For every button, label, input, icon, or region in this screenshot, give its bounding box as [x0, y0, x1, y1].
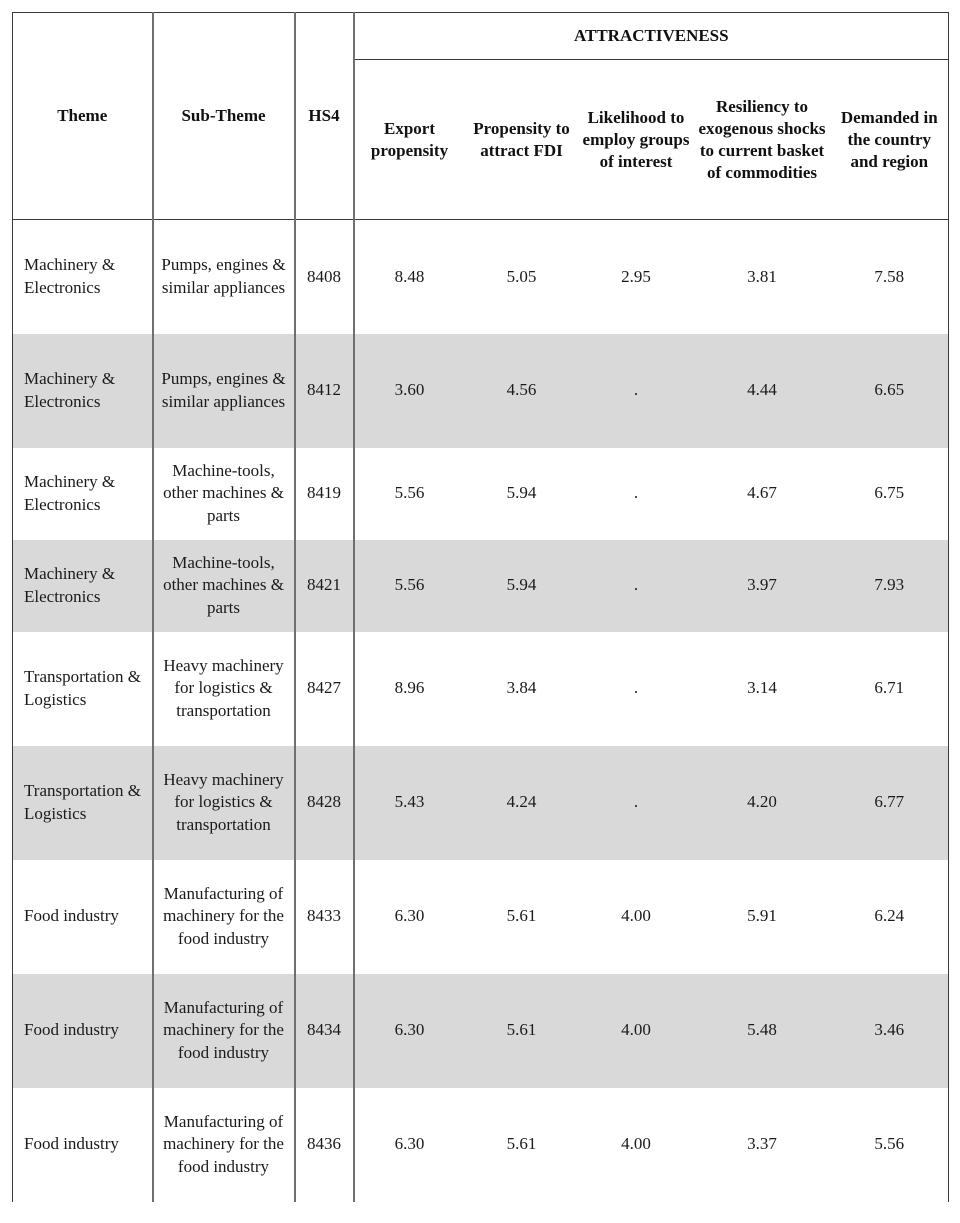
cell-theme: Machinery & Electronics	[13, 334, 153, 448]
cell-fdi: 4.56	[506, 380, 537, 400]
cell-export: 6.30	[354, 974, 465, 1088]
cell-demand: 6.75	[831, 448, 949, 540]
cell-fdi: 4.24	[506, 792, 537, 812]
header-resiliency: Resiliency to exogenous shocks to current basket of commodities	[694, 60, 831, 220]
cell-employ: 2.95	[621, 266, 651, 286]
cell-resiliency: 3.14	[747, 678, 777, 698]
cell-sub-theme: Manufacturing of machinery for the food industry	[153, 860, 295, 974]
cell-export: 8.96	[354, 632, 465, 746]
header-attractiveness-group: ATTRACTIVENESS	[354, 13, 949, 60]
cell-export: 6.30	[354, 860, 465, 974]
cell-sub-theme: Heavy machinery for logistics & transportation	[153, 746, 295, 860]
table-row	[13, 334, 949, 448]
table-row	[13, 540, 949, 632]
cell-hs4: 8408	[295, 220, 354, 334]
cell-fdi: 5.05	[506, 266, 537, 286]
cell-resiliency: 3.81	[747, 266, 777, 286]
table-row	[13, 746, 949, 860]
cell-employ: .	[633, 792, 639, 812]
table-row	[13, 220, 949, 334]
cell-employ: .	[633, 678, 639, 698]
table-body	[13, 220, 949, 1202]
header-sub-theme: Sub-Theme	[153, 13, 295, 220]
cell-theme: Transportation & Logistics	[13, 632, 153, 746]
cell-theme: Machinery & Electronics	[13, 540, 153, 632]
header-employ: Likelihood to employ groups of interest	[579, 60, 694, 220]
header-demand: Demanded in the country and region	[831, 60, 949, 220]
cell-hs4: 8412	[295, 334, 354, 448]
cell-resiliency: 3.37	[747, 1134, 777, 1154]
cell-export: 6.30	[354, 1088, 465, 1202]
cell-demand: 7.58	[831, 220, 949, 334]
cell-export: 5.56	[354, 448, 465, 540]
table-row	[13, 860, 949, 974]
cell-employ: .	[633, 575, 639, 595]
cell-fdi: 5.61	[506, 1020, 537, 1040]
cell-sub-theme: Pumps, engines & similar appliances	[153, 220, 295, 334]
cell-export: 5.43	[354, 746, 465, 860]
cell-sub-theme: Machine-tools, other machines & parts	[153, 540, 295, 632]
cell-sub-theme: Pumps, engines & similar appliances	[153, 334, 295, 448]
table-row	[13, 974, 949, 1088]
cell-hs4: 8428	[295, 746, 354, 860]
cell-fdi: 5.61	[506, 906, 537, 926]
cell-employ: .	[633, 483, 639, 503]
cell-theme: Machinery & Electronics	[13, 220, 153, 334]
cell-hs4: 8427	[295, 632, 354, 746]
cell-resiliency: 4.44	[747, 380, 777, 400]
cell-employ: 4.00	[621, 906, 651, 926]
cell-hs4: 8421	[295, 540, 354, 632]
cell-theme: Food industry	[13, 860, 153, 974]
cell-theme: Machinery & Electronics	[13, 448, 153, 540]
cell-hs4: 8436	[295, 1088, 354, 1202]
cell-sub-theme: Manufacturing of machinery for the food industry	[153, 974, 295, 1088]
cell-hs4: 8419	[295, 448, 354, 540]
cell-demand: 6.71	[831, 632, 949, 746]
table-row	[13, 1088, 949, 1202]
cell-export: 8.48	[354, 220, 465, 334]
header-fdi: Propensity to attract FDI	[465, 60, 579, 220]
cell-resiliency: 5.91	[747, 906, 777, 926]
cell-theme: Transportation & Logistics	[13, 746, 153, 860]
cell-resiliency: 4.67	[747, 483, 777, 503]
cell-resiliency: 5.48	[747, 1020, 777, 1040]
attractiveness-table	[12, 12, 949, 1202]
cell-export: 5.56	[354, 540, 465, 632]
cell-demand: 6.65	[831, 334, 949, 448]
table-row	[13, 632, 949, 746]
cell-export: 3.60	[354, 334, 465, 448]
cell-demand: 5.56	[831, 1088, 949, 1202]
header-theme: Theme	[13, 13, 153, 220]
cell-sub-theme: Manufacturing of machinery for the food industry	[153, 1088, 295, 1202]
header-row-top	[13, 13, 949, 60]
cell-demand: 6.77	[831, 746, 949, 860]
cell-fdi: 5.94	[506, 483, 537, 503]
cell-employ: .	[633, 380, 639, 400]
cell-sub-theme: Heavy machinery for logistics & transportation	[153, 632, 295, 746]
header-hs4: HS4	[295, 13, 354, 220]
cell-sub-theme: Machine-tools, other machines & parts	[153, 448, 295, 540]
cell-resiliency: 3.97	[747, 575, 777, 595]
cell-employ: 4.00	[621, 1020, 651, 1040]
cell-theme: Food industry	[13, 1088, 153, 1202]
cell-employ: 4.00	[621, 1134, 651, 1154]
cell-resiliency: 4.20	[747, 792, 777, 812]
cell-demand: 6.24	[831, 860, 949, 974]
cell-hs4: 8434	[295, 974, 354, 1088]
cell-fdi: 5.94	[506, 575, 537, 595]
table-row	[13, 448, 949, 540]
cell-hs4: 8433	[295, 860, 354, 974]
cell-fdi: 5.61	[506, 1134, 537, 1154]
cell-fdi: 3.84	[506, 678, 537, 698]
cell-demand: 3.46	[831, 974, 949, 1088]
header-export-propensity: Export propensity	[354, 60, 465, 220]
table-header	[13, 13, 949, 220]
cell-theme: Food industry	[13, 974, 153, 1088]
cell-demand: 7.93	[831, 540, 949, 632]
